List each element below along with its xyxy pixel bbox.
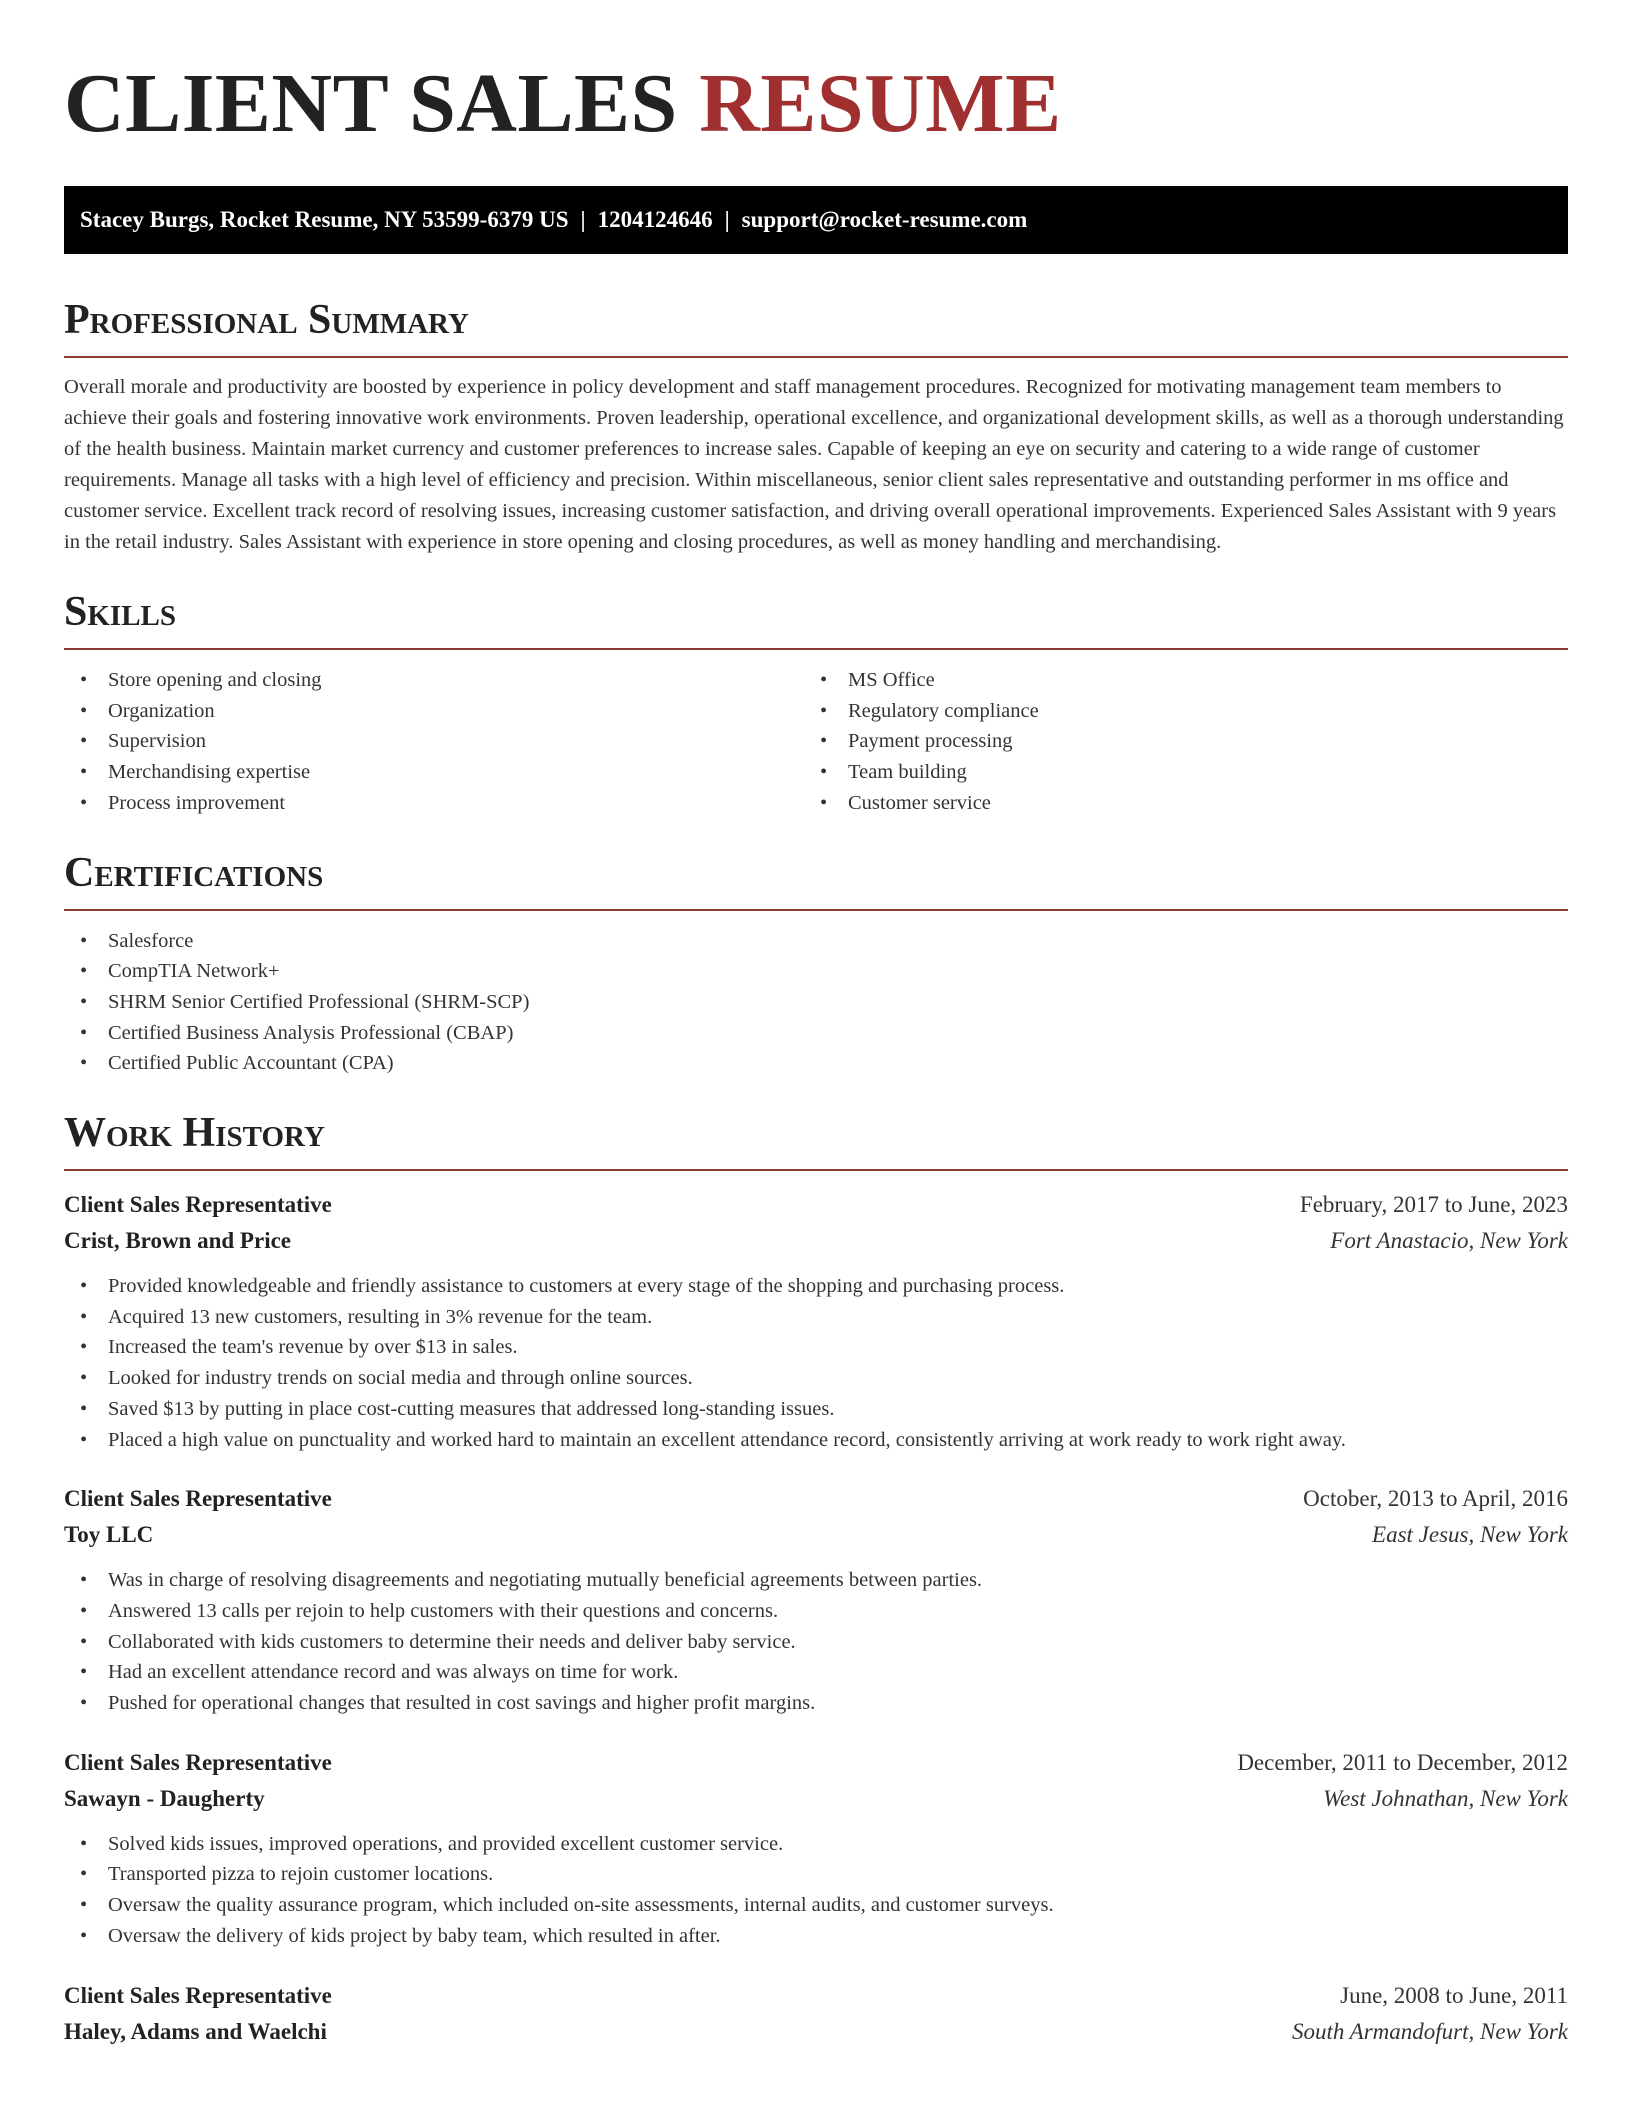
job-company: Toy LLC (64, 1522, 154, 1548)
job-bullet: • Solved kids issues, improved operations, and provided excellent customer service. (64, 1829, 1568, 1860)
skills-list-right (804, 665, 1544, 819)
job-entry (64, 1745, 1568, 1952)
job-title: Client Sales Representative (64, 1982, 332, 2008)
job-dates: October, 2013 to April, 2016 (1303, 1486, 1568, 1512)
job-header-row (64, 1481, 1568, 1517)
section-divider (64, 1169, 1568, 1171)
job-company-row (64, 1781, 1568, 1817)
certification-item: • Salesforce (64, 926, 1568, 957)
job-bullet: • Looked for industry trends on social media and through online sources. (64, 1363, 1568, 1394)
work-history-section (64, 1109, 1568, 2050)
skill-item: • Store opening and closing (64, 665, 804, 696)
job-header-row (64, 1978, 1568, 2014)
skills-list-left (64, 665, 804, 819)
job-bullets (64, 1271, 1568, 1455)
skills-section (64, 588, 1568, 819)
job-company-row (64, 2014, 1568, 2050)
job-bullet: • Acquired 13 new customers, resulting in 3% revenue for the team. (64, 1302, 1568, 1333)
section-heading-summary: Professional Summary (64, 297, 469, 343)
skill-item: • Customer service (804, 788, 1544, 819)
job-title: Client Sales Representative (64, 1192, 332, 1218)
title-main: CLIENT SALES (64, 57, 678, 150)
section-divider (64, 356, 1568, 358)
job-bullets (64, 1829, 1568, 1952)
summary-section (64, 296, 1568, 558)
job-bullet: • Had an excellent attendance record and was always on time for work. (64, 1657, 1568, 1688)
skill-item: • Organization (64, 696, 804, 727)
job-company: Crist, Brown and Price (64, 1228, 292, 1254)
job-header-row (64, 1745, 1568, 1781)
job-company-row (64, 1223, 1568, 1259)
job-header-row (64, 1187, 1568, 1223)
job-entry (64, 1481, 1568, 1719)
job-entry (64, 1187, 1568, 1455)
contact-address: Stacey Burgs, Rocket Resume, NY 53599-6379 US (80, 207, 569, 232)
job-location: Fort Anastacio, New York (1330, 1228, 1568, 1254)
section-divider (64, 909, 1568, 911)
job-bullet: • Answered 13 calls per rejoin to help customers with their questions and concerns. (64, 1596, 1568, 1627)
section-heading-work-history: Work History (64, 1110, 325, 1157)
job-bullet: • Was in charge of resolving disagreements and negotiating mutually beneficial agreements between parties. (64, 1565, 1568, 1596)
certifications-section (64, 849, 1568, 1080)
job-location: South Armandofurt, New York (1291, 2018, 1568, 2044)
skill-item: • Process improvement (64, 788, 804, 819)
job-bullets (64, 1565, 1568, 1719)
skill-item: • Regulatory compliance (804, 696, 1544, 727)
job-bullet: • Transported pizza to rejoin customer locations. (64, 1859, 1568, 1890)
contact-separator: | (724, 207, 730, 232)
skill-item: • Supervision (64, 726, 804, 757)
job-location: East Jesus, New York (1372, 1522, 1568, 1548)
job-title: Client Sales Representative (64, 1749, 332, 1775)
job-title: Client Sales Representative (64, 1486, 332, 1512)
job-company-row (64, 1517, 1568, 1553)
section-heading-certifications: Certifications (64, 849, 324, 896)
job-bullet: • Provided knowledgeable and friendly assistance to customers at every stage of the shopping and purchasing process. (64, 1271, 1568, 1302)
skill-item: • MS Office (804, 665, 1544, 696)
job-dates: February, 2017 to June, 2023 (1299, 1192, 1568, 1218)
job-entry (64, 1978, 1568, 2050)
summary-text: Overall morale and productivity are boosted by experience in policy development and staff management procedures. Recognized for motivating management team members to achieve their goals and fostering innovative work environments. Proven leadership, operational excellence, and organizational development skills, as well as a thorough understanding of the health business. Maintain market currency and customer preferences to increase sales. Capable of keeping an eye on security and catering to a wide range of customer requirements. Manage all tasks with a high level of efficiency and precision. Within miscellaneous, senior client sales representative and outstanding performer in ms office and customer service. Excellent track record of resolving issues, increasing customer satisfaction, and driving overall operational improvements. Experienced Sales Assistant with 9 years in the retail industry. Sales Assistant with experience in store opening and closing procedures, as well as money handling and merchandising. (64, 376, 1564, 553)
skills-columns (64, 665, 1568, 819)
contact-phone: 1204124646 (597, 207, 713, 232)
job-dates: December, 2011 to December, 2012 (1237, 1749, 1568, 1775)
certifications-list (64, 926, 1568, 1080)
certification-item: • CompTIA Network+ (64, 956, 1568, 987)
job-bullet: • Increased the team's revenue by over $13 in sales. (64, 1332, 1568, 1363)
section-heading-skills: Skills (64, 589, 177, 635)
skill-item: • Team building (804, 757, 1544, 788)
job-bullet: • Oversaw the quality assurance program, which included on-site assessments, internal audits, and customer surveys. (64, 1890, 1568, 1921)
resume-title (64, 0, 1568, 150)
job-location: West Johnathan, New York (1323, 1785, 1568, 1811)
job-bullet: • Collaborated with kids customers to determine their needs and deliver baby service. (64, 1627, 1568, 1658)
certification-item: • Certified Public Accountant (CPA) (64, 1048, 1568, 1079)
certification-item: • Certified Business Analysis Professional (CBAP) (64, 1018, 1568, 1049)
job-company: Sawayn - Daugherty (64, 1785, 265, 1811)
contact-separator: | (580, 207, 586, 232)
contact-email: support@rocket-resume.com (741, 207, 1028, 232)
job-bullet: • Placed a high value on punctuality and worked hard to maintain an excellent attendance record, consistently arriving at work ready to work right away. (64, 1425, 1568, 1456)
skill-item: • Merchandising expertise (64, 757, 804, 788)
job-bullet: • Pushed for operational changes that resulted in cost savings and higher profit margins. (64, 1688, 1568, 1719)
skill-item: • Payment processing (804, 726, 1544, 757)
title-accent: RESUME (699, 57, 1062, 150)
section-divider (64, 648, 1568, 650)
job-bullet: • Saved $13 by putting in place cost-cutting measures that addressed long-standing issues. (64, 1394, 1568, 1425)
job-bullet: • Oversaw the delivery of kids project by baby team, which resulted in after. (64, 1921, 1568, 1952)
job-company: Haley, Adams and Waelchi (64, 2018, 327, 2044)
job-dates: June, 2008 to June, 2011 (1340, 1982, 1568, 2008)
certification-item: • SHRM Senior Certified Professional (SHRM-SCP) (64, 987, 1568, 1018)
contact-bar (64, 186, 1568, 254)
